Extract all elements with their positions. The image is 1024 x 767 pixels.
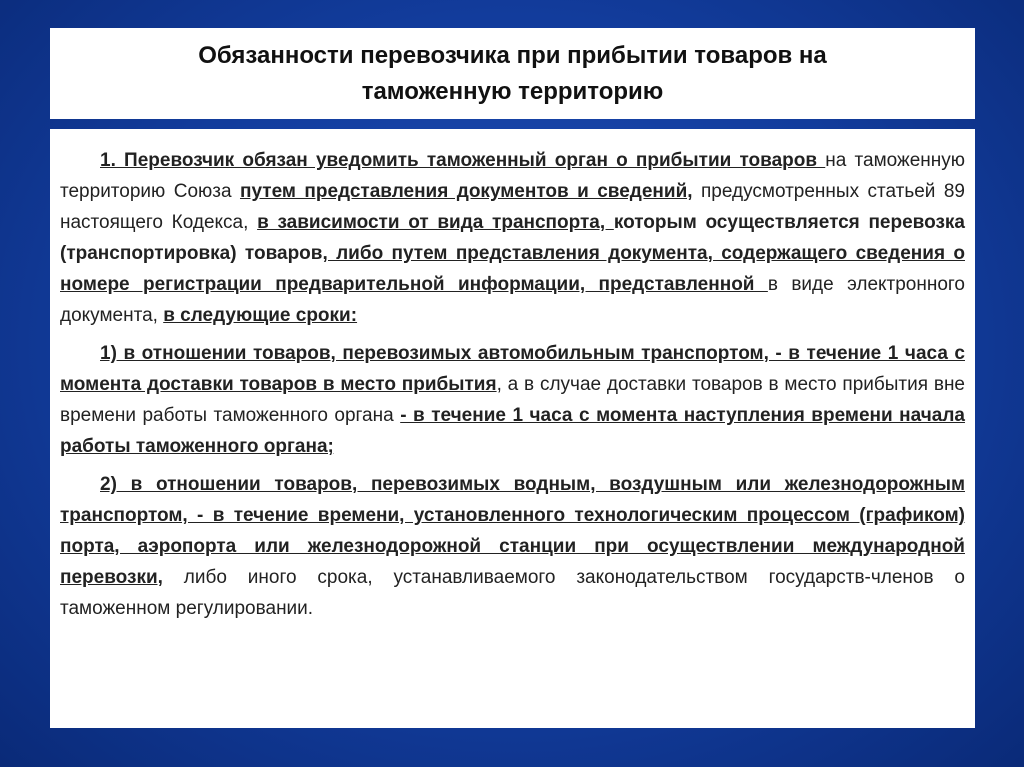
text-segment: на таможенную территорию Союза bbox=[60, 150, 966, 202]
paragraph-1 bbox=[60, 145, 965, 331]
text-segment: либо иного срока, устанавливаемого законодательством государств-членов о таможенном регулировании. bbox=[60, 567, 965, 619]
title-banner bbox=[50, 28, 975, 119]
text-segment: предусмотренных статьей 89 настоящего Кодекса, bbox=[60, 181, 965, 233]
paragraph-3 bbox=[60, 469, 965, 624]
text-segment: 1. Перевозчик обязан уведомить таможенный орган о прибытии товаров bbox=[100, 150, 826, 171]
text-segment: путем представления документов и сведений, bbox=[239, 181, 693, 202]
text-segment: - в течение 1 часа с момента наступления времени начала работы таможенного органа; bbox=[60, 405, 965, 457]
slide-title: Обязанности перевозчика при прибытии товаров на таможенную территорию bbox=[198, 41, 827, 105]
content-panel bbox=[50, 129, 975, 728]
paragraph-2 bbox=[60, 338, 965, 462]
text-segment: которым осуществляется перевозка (транспортировка) товаров bbox=[60, 212, 965, 264]
text-segment: , либо путем представления документа, содержащего сведения о номере регистрации предварительной информации, представленной bbox=[60, 243, 965, 295]
text-segment: , а в случае доставки товаров в место прибытия вне времени работы таможенного органа bbox=[60, 374, 965, 426]
text-segment: 2) в отношении товаров, перевозимых водным, воздушным или железнодорожным транспортом, - в течение времени, установленного технологическим процессом (графиком) порта, аэропорта или железнодорожной станции при осуществлении международной перевозки, bbox=[60, 474, 965, 588]
text-segment: 1) в отношении товаров, перевозимых автомобильным транспортом, - в течение 1 часа с момента доставки товаров в место прибытия bbox=[60, 343, 965, 395]
text-segment: в виде электронного документа, bbox=[60, 274, 966, 326]
text-segment: в зависимости от вида транспорта, bbox=[257, 212, 614, 233]
text-segment: в следующие сроки: bbox=[163, 305, 358, 326]
